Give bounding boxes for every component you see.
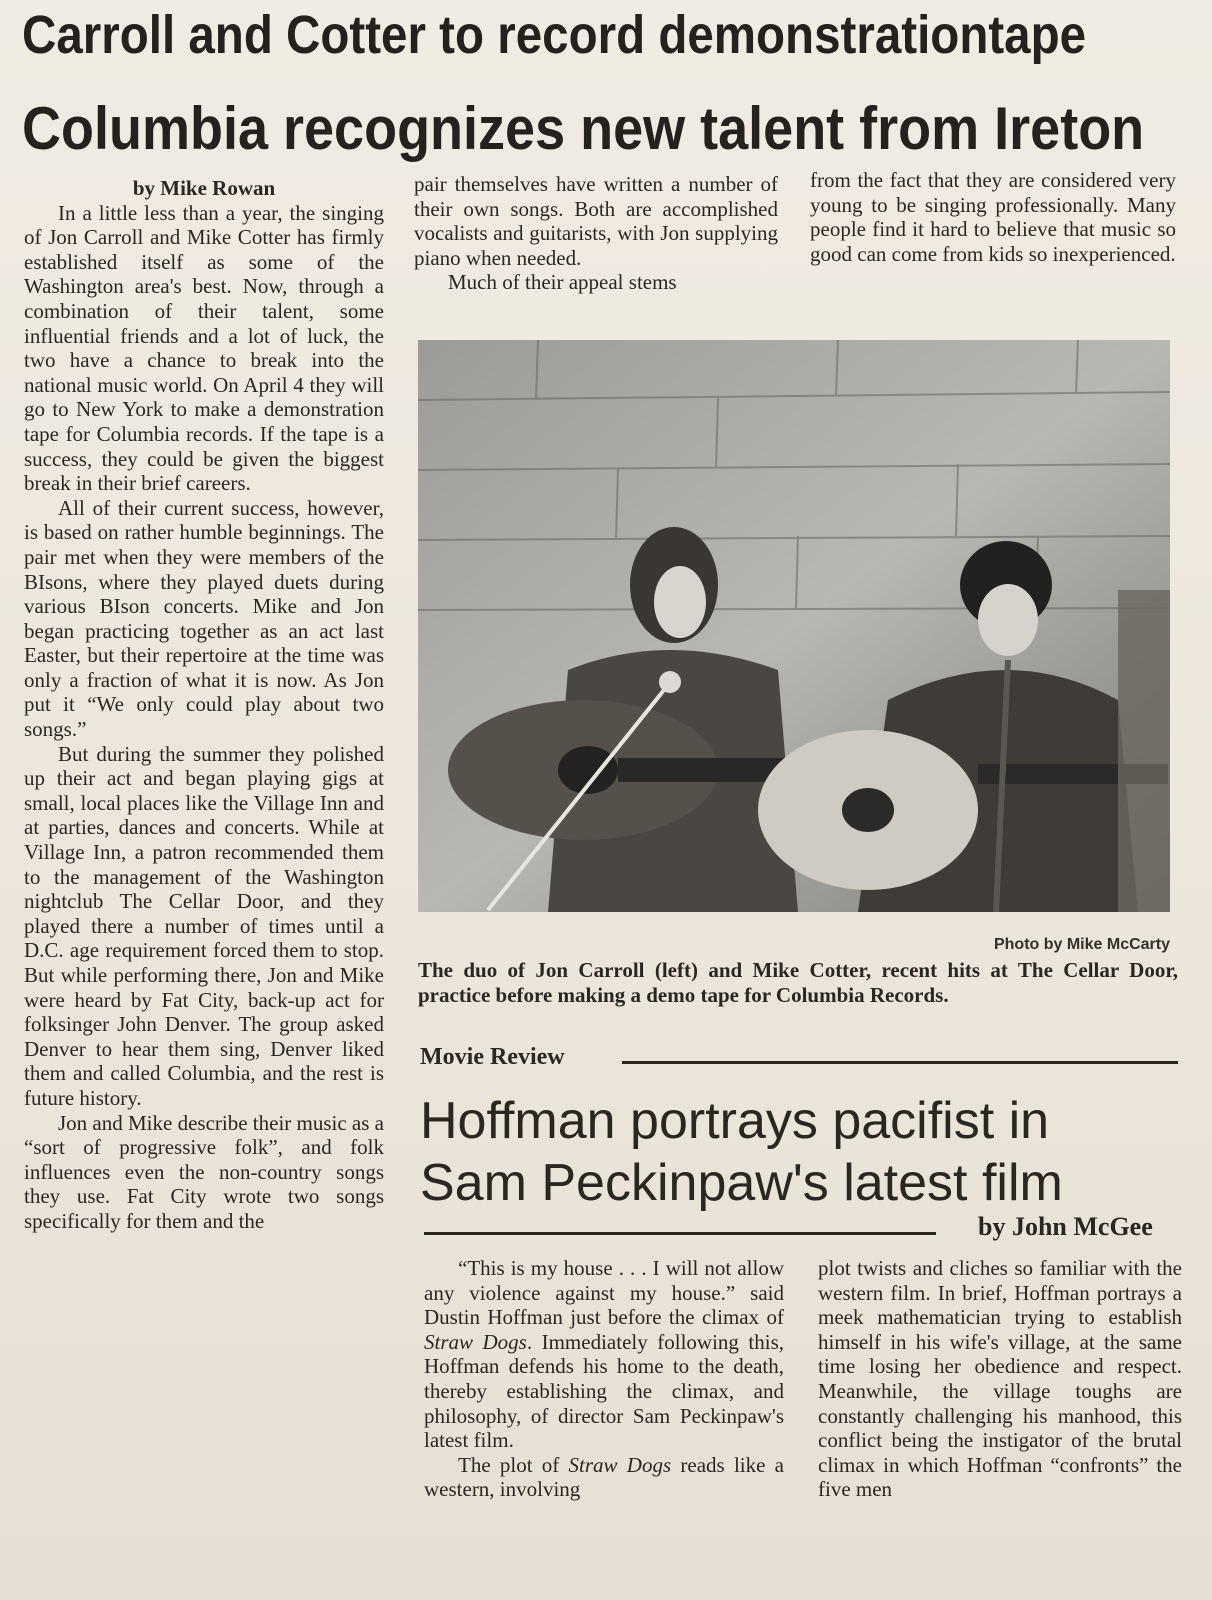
- review-paragraph: [424, 1453, 784, 1502]
- article-column-1: [24, 176, 384, 1234]
- article-column-3: [810, 168, 1176, 266]
- photo-caption: The duo of Jon Carroll (left) and Mike Cotter, recent hits at The Cellar Door, practice before making a demo tape for Columbia Records.: [418, 958, 1178, 1007]
- article-paragraph: Jon and Mike describe their music as a “sort of progressive folk”, and folk influences even the non-country songs they use. Fat City wrote two songs specifically for them and the: [24, 1110, 384, 1233]
- section-rule: [622, 1061, 1178, 1064]
- review-paragraph: [424, 1256, 784, 1453]
- review-column-1: [424, 1256, 784, 1502]
- article-paragraph: In a little less than a year, the singing of Jon Carroll and Mike Cotter has firmly established itself as some of the Washington area's best. Now, through a combination of their talent, some influential friends and a lot of luck, the two have a chance to break into the national music world. On April 4 they will go to New York to make a demonstration tape for Columbia records. If the tape is a success, they could be given the biggest break in their brief careers.: [24, 200, 384, 496]
- review-title-line-2: Sam Peckinpaw's latest film: [420, 1154, 1063, 1212]
- headline: Carroll and Cotter to record demonstrationtape: [22, 5, 1087, 65]
- byline-rule: [424, 1232, 936, 1235]
- review-text: . Immediately following this, Hoffman defends his home to the death, thereby establishing the climax, and philosophy, of director Sam Peckinpaw's latest film.: [424, 1329, 784, 1453]
- section-label: Movie Review: [420, 1044, 565, 1070]
- review-column-2: [818, 1256, 1182, 1502]
- article-paragraph: pair themselves have written a number of their own songs. Both are accomplished vocalists and guitarists, with Jon supplying piano when needed.: [414, 172, 778, 270]
- duo-photo: [418, 340, 1170, 912]
- article-column-2: [414, 172, 778, 295]
- article-paragraph: All of their current success, however, is based on rather humble beginnings. The pair met when they were members of the BIsons, where they played duets during various BIson concerts. Mike and Jon began practicing together as an act last Easter, but their repertoire at the time was only a fraction of what it is now. As Jon put it “We only could play about two songs.”: [24, 495, 384, 742]
- film-title: Straw Dogs: [424, 1329, 527, 1354]
- review-paragraph: plot twists and cliches so familiar with the western film. In brief, Hoffman portrays a meek mathematician trying to establish himself in his wife's village, at the same time losing her obedience and respect. Meanwhile, the village toughs are constantly challenging his manhood, this conflict being the instigator of the brutal climax in which Hoffman “confronts” the five men: [818, 1256, 1182, 1502]
- review-title-line-1: Hoffman portrays pacifist in: [420, 1092, 1050, 1150]
- article-paragraph: Much of their appeal stems: [448, 270, 677, 295]
- review-text: “This is my house . . . I will not allow any violence against my house.” said Dustin Hoffman just before the climax of: [424, 1256, 784, 1330]
- article-paragraph: But during the summer they polished up their act and began playing gigs at small, local places like the Village Inn and at parties, dances and concerts. While at Village Inn, a patron recommended them to the management of the Washington nightclub The Cellar Door, and they played there a number of times until a D.C. age requirement forced them to stop. But while performing there, Jon and Mike were heard by Fat City, back-up act for folksinger John Denver. The group asked Denver to hear them sing, Denver liked them and called Columbia, and the rest is future history.: [24, 741, 384, 1110]
- review-text: reads like a western, involving: [424, 1452, 785, 1502]
- article-paragraph: from the fact that they are considered very young to be singing professionally. Many people find it hard to believe that music so good can come from kids so inexperienced.: [810, 168, 1176, 266]
- duo-photo-image: [418, 340, 1170, 912]
- film-title: Straw Dogs: [568, 1452, 672, 1477]
- article-byline: by Mike Rowan: [132, 176, 276, 200]
- review-text: The plot of: [458, 1452, 569, 1477]
- photo-credit: Photo by Mike McCarty: [993, 936, 1170, 953]
- subheadline: Columbia recognizes new talent from Ireton: [22, 95, 1145, 162]
- review-byline: by John McGee: [978, 1212, 1153, 1241]
